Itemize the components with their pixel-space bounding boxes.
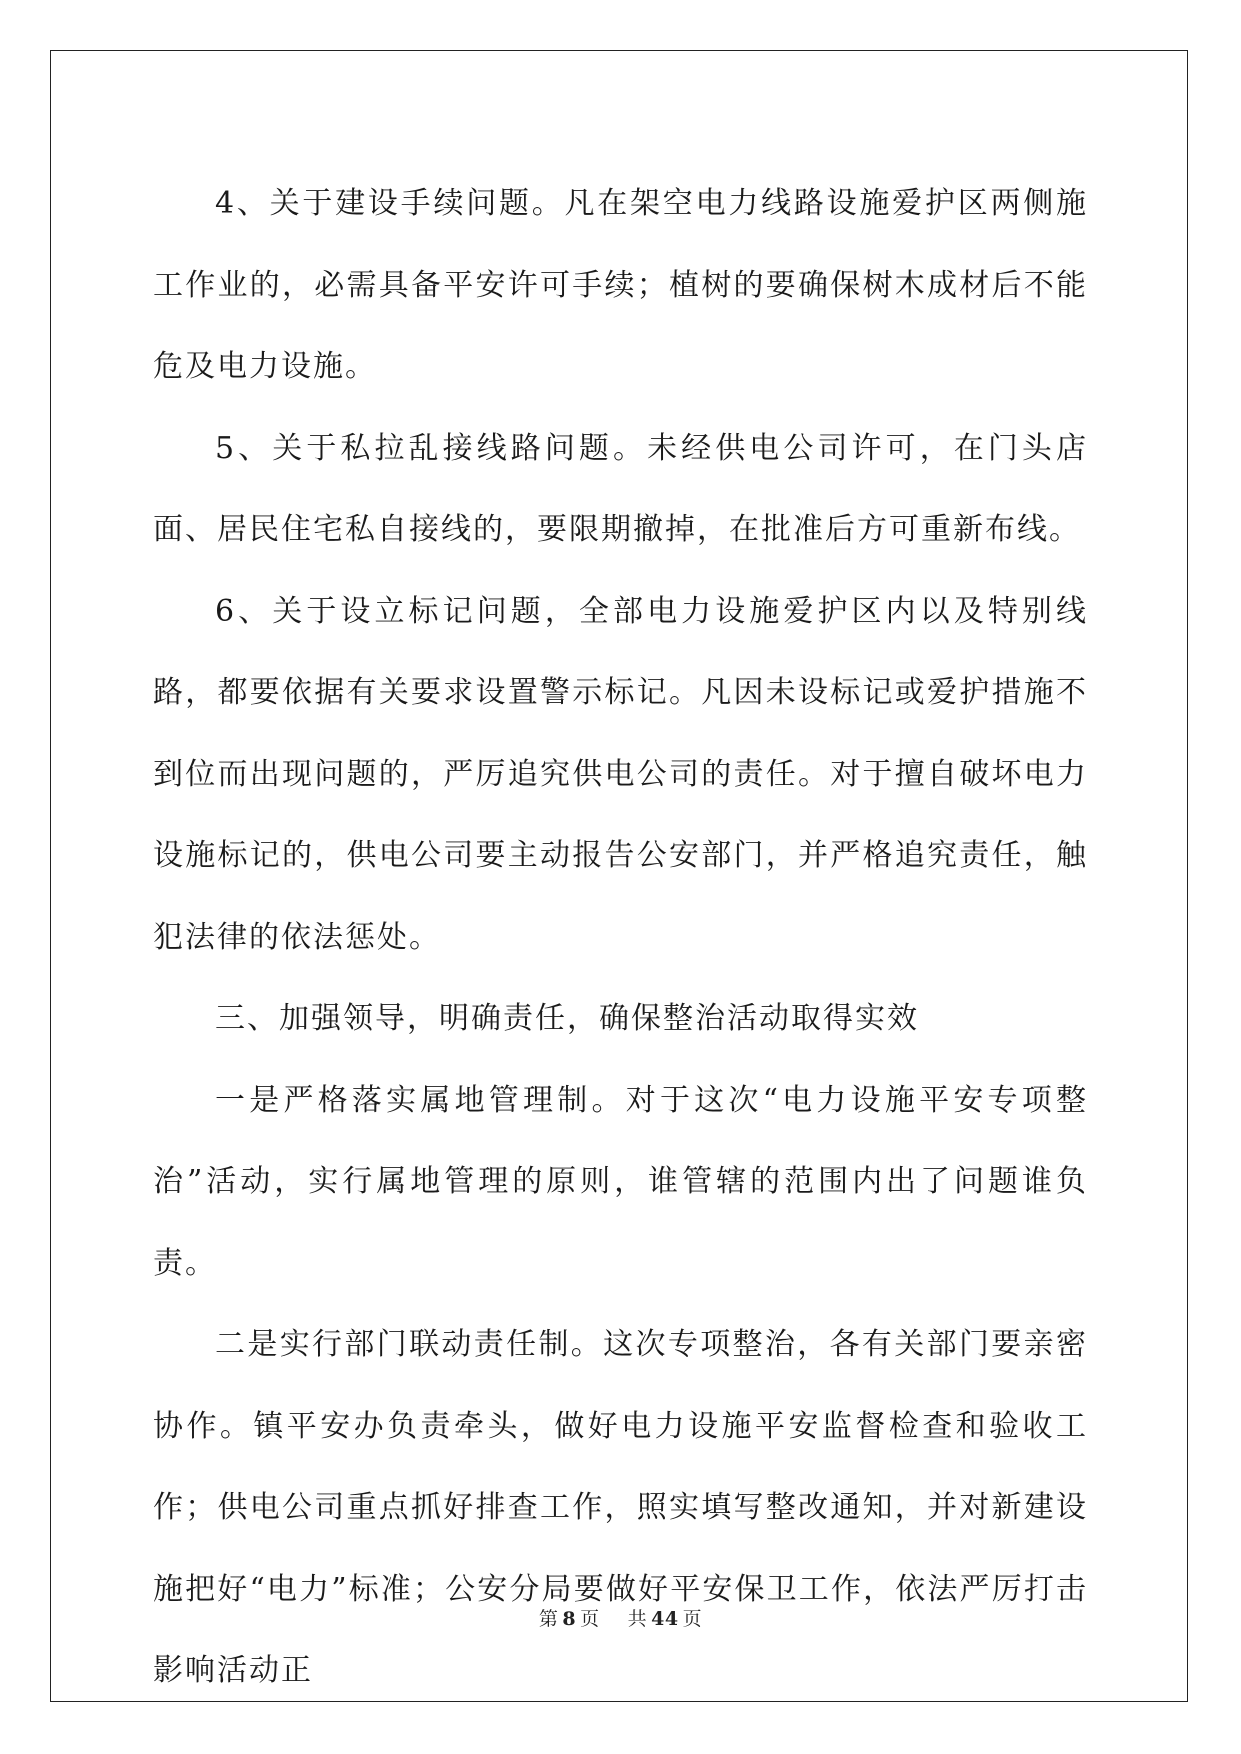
paragraph-point-two: 二是实行部门联动责任制。这次专项整治，各有关部门要亲密协作。镇平安办负责牵头，做好电力设施平安监督检查和验收工作；供电公司重点抓好排查工作，照实填写整改通知，并对新建设施把好“电力”标准；公安分局要做好平安保卫工作，依法严厉打击影响活动正 <box>153 1327 1088 1688</box>
document-body <box>153 163 1088 1712</box>
paragraph-item-6: 6、关于设立标记问题，全部电力设施爱护区内以及特别线路，都要依据有关要求设置警示标记。凡因未设标记或爱护措施不到位而出现问题的，严厉追究供电公司的责任。对于擅自破坏电力设施标记的，供电公司要主动报告公安部门，并严格追究责任，触犯法律的依法惩处。 <box>153 593 1088 955</box>
section-heading: 三、加强领导，明确责任，确保整治活动取得实效 <box>215 1001 919 1036</box>
page-suffix: 页 <box>580 1608 600 1630</box>
total-prefix: 共 <box>627 1608 648 1630</box>
page-footer <box>0 1604 1241 1631</box>
paragraph-item-5: 5、关于私拉乱接线路问题。未经供电公司许可，在门头店面、居民住宅私自接线的，要限期撤掉，在批准后方可重新布线。 <box>153 430 1088 547</box>
total-suffix: 页 <box>682 1608 703 1630</box>
paragraph-item-4: 4、关于建设手续问题。凡在架空电力线路设施爱护区两侧施工作业的，必需具备平安许可手续；植树的要确保树木成材后不能危及电力设施。 <box>153 186 1088 384</box>
current-page-number: 8 <box>562 1608 577 1630</box>
paragraph-point-one: 一是严格落实属地管理制。对于这次“电力设施平安专项整治”活动，实行属地管理的原则，谁管辖的范围内出了问题谁负责。 <box>153 1082 1088 1281</box>
page-prefix: 第 <box>538 1608 559 1630</box>
total-pages-number: 44 <box>651 1608 679 1630</box>
